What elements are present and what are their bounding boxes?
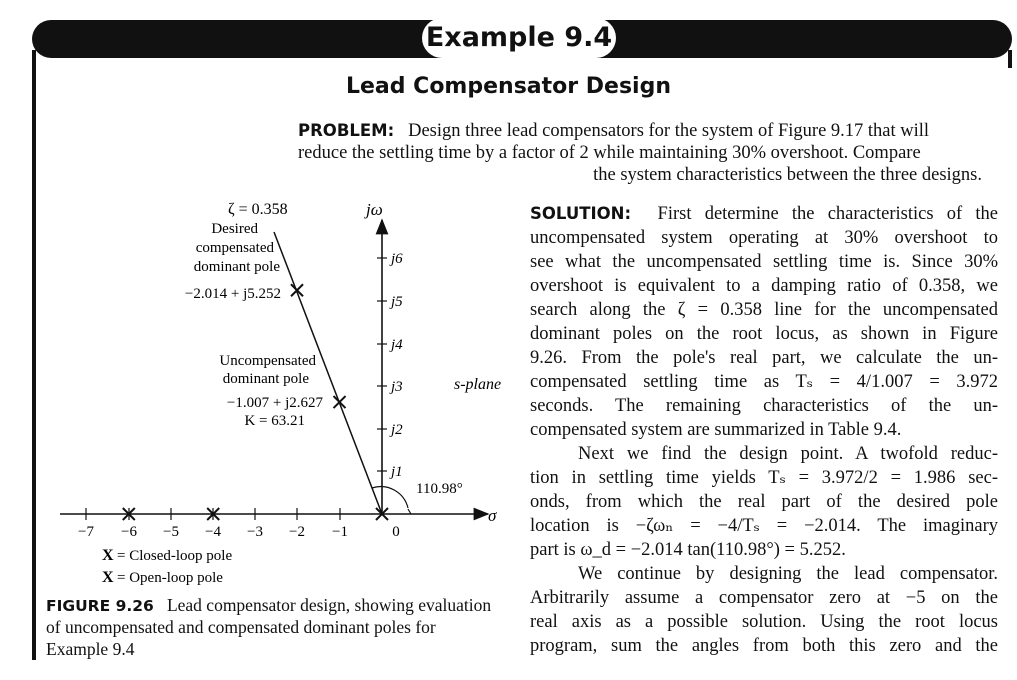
x-tick-label: −4: [205, 524, 221, 540]
x-tick-label: −7: [78, 524, 94, 540]
y-tick-label: j1: [391, 464, 403, 480]
solution-line: SOLUTION: First determine the characteristics of the: [530, 204, 998, 224]
y-tick-label: j6: [391, 251, 403, 267]
solution-line: program, sum the angles from both this zero and the: [530, 636, 998, 656]
jw-axis-label: jω: [366, 200, 383, 219]
angle-label: 110.98°: [416, 481, 463, 497]
uncompensated-pole-annotation: [219, 353, 323, 429]
desired-line-2: compensated: [195, 240, 274, 256]
solution-line: search along the ζ = 0.358 line for the uncompensated: [530, 300, 998, 320]
desired-line-3: dominant pole: [193, 259, 280, 275]
legend-closed-text: = Closed-loop pole: [117, 548, 233, 564]
solution-line: see what the uncompensated settling time is. Since 30%: [530, 252, 998, 272]
uncomp-line-2: dominant pole: [222, 371, 309, 387]
figure-caption-line-2: of uncompensated and compensated dominant poles for: [46, 617, 436, 637]
uncomp-gain: K = 63.21: [244, 413, 305, 429]
solution-line: real axis as a possible solution. Using the root locus: [530, 612, 998, 632]
solution-line: tion in settling time yields Tₛ = 3.972/2 = 1.986 sec-: [530, 468, 998, 488]
x-tick-label: −3: [247, 524, 263, 540]
solution-line: Arbitrarily assume a compensator zero at −5 on the: [530, 588, 998, 608]
figure-caption-label: FIGURE 9.26: [46, 597, 154, 615]
sigma-axis-label: σ: [488, 506, 497, 525]
legend-open-symbol: X: [102, 569, 114, 586]
solution-line: dominant poles on the root locus, as shown in Figure: [530, 324, 998, 344]
y-tick-label: j3: [391, 379, 403, 395]
angle-arc: [372, 487, 408, 508]
solution-line: compensated system are summarized in Table 9.4.: [530, 420, 902, 440]
solution-line: part is ω_d = −2.014 tan(110.98°) = 5.252.: [530, 540, 846, 560]
uncomp-pole-value: −1.007 + j2.627: [226, 395, 323, 411]
problem-line-3: the system characteristics between the three designs.: [593, 165, 982, 185]
y-tick-label: j4: [391, 337, 403, 353]
solution-line: compensated settling time as Tₛ = 4/1.007 = 3.972: [530, 372, 998, 392]
x-tick-label: 0: [392, 524, 400, 540]
solution-line: seconds. The remaining characteristics of the un-: [530, 396, 998, 416]
problem-label: PROBLEM:: [298, 121, 395, 140]
desired-line-1: Desired: [211, 221, 258, 237]
legend-closed-symbol: X: [102, 547, 114, 564]
x-tick-label: −6: [121, 524, 137, 540]
x-tick-label: −2: [289, 524, 305, 540]
y-tick-labels: [389, 251, 403, 480]
y-tick-label: j5: [391, 294, 403, 310]
figure-caption-line-1: FIGURE 9.26 Lead compensator design, showing evaluation: [46, 595, 492, 615]
problem-line-1: PROBLEM: Design three lead compensators for the system of Figure 9.17 that will: [298, 121, 930, 141]
desired-pole-annotation: [185, 221, 281, 302]
section-title: Lead Compensator Design: [345, 74, 671, 99]
solution-label: SOLUTION:: [530, 204, 632, 223]
solution-line: uncompensated system operating at 30% overshoot to: [530, 228, 998, 248]
x-tick-labels: [78, 524, 400, 540]
solution-line: onds, from which the real part of the desired pole: [530, 492, 998, 512]
figure-caption-line-3: Example 9.4: [46, 639, 135, 659]
solution-line: Next we find the design point. A twofold reduc-: [578, 444, 998, 464]
s-plane-label: s-plane: [454, 376, 502, 393]
solution-line: overshoot is equivalent to a damping ratio of 0.358, we: [530, 276, 998, 296]
y-tick-label: j2: [391, 422, 403, 438]
zeta-label: ζ = 0.358: [228, 201, 288, 218]
solution-line: 9.26. From the pole's real part, we calculate the un-: [530, 348, 998, 368]
x-tick-label: −5: [163, 524, 179, 540]
desired-pole-value: −2.014 + j5.252: [184, 286, 281, 302]
figure-legend: [102, 547, 232, 586]
solution-line: location is −ζωₙ = −4/Tₛ = −2.014. The imaginary: [530, 516, 998, 536]
closed-loop-pole-marker: [334, 396, 346, 408]
legend-open-text: = Open-loop pole: [117, 570, 223, 586]
closed-loop-pole-marker: [291, 284, 303, 296]
x-tick-label: −1: [332, 524, 348, 540]
solution-line: We continue by designing the lead compensator.: [578, 564, 998, 584]
problem-line-2: reduce the settling time by a factor of 2 while maintaining 30% overshoot. Compare: [298, 143, 921, 163]
uncomp-line-1: Uncompensated: [219, 353, 316, 369]
example-title: Example 9.4: [422, 18, 616, 58]
